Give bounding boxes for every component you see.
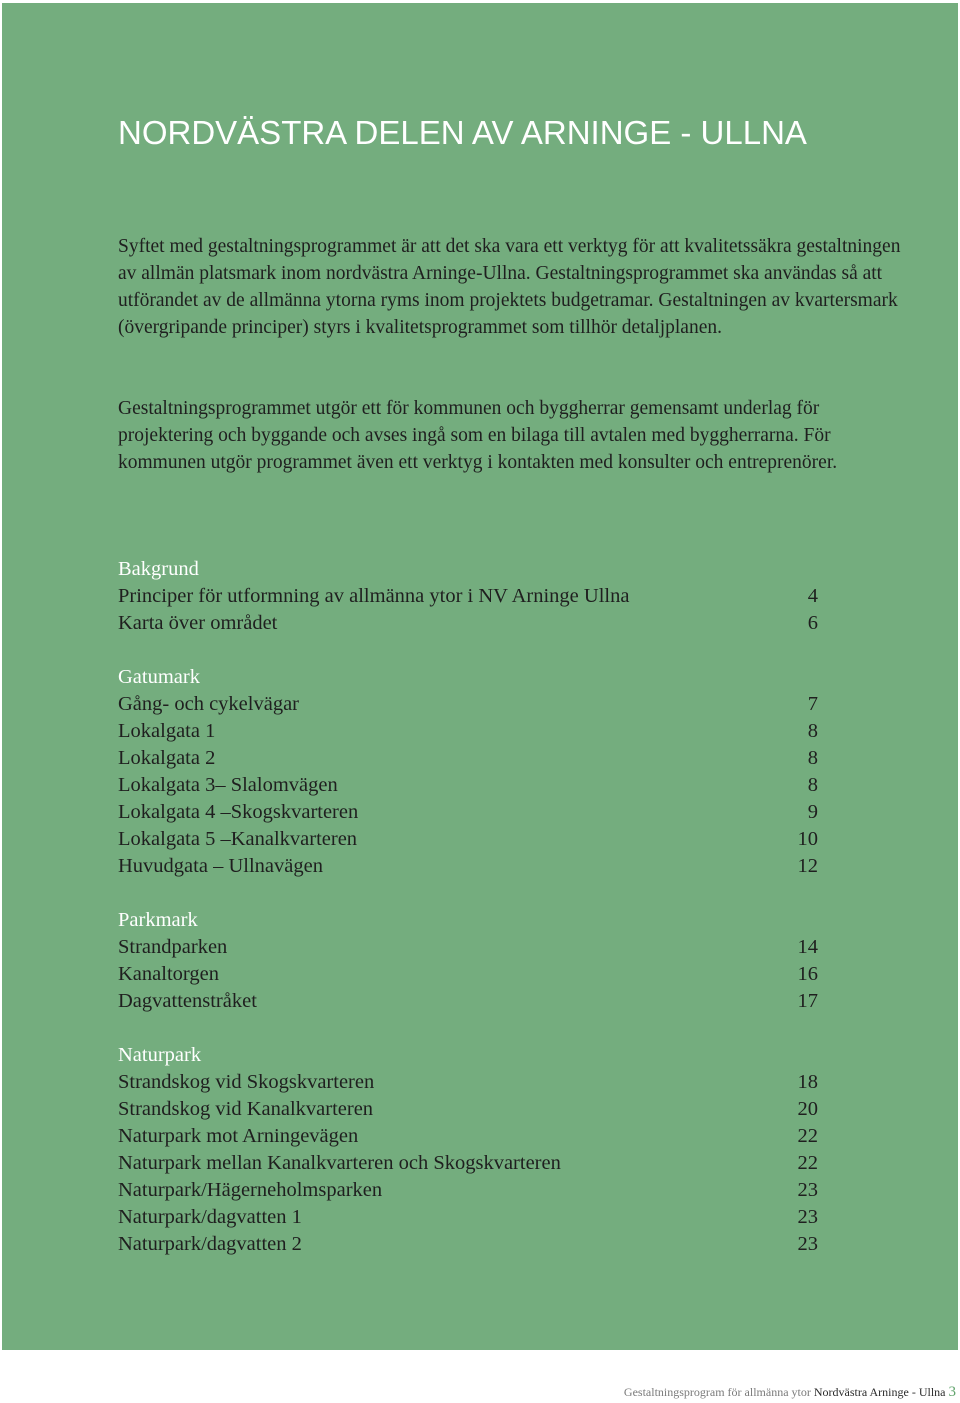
- intro-paragraph-1: Syftet med gestaltningsprogrammet är att det ska vara ett verktyg för att kvalitetssäkra gestaltningen av allmän platsmark inom nordvästra Arninge-Ullna. Gestaltningsprogrammet ska användas så att utförandet av de allmänna ytorna ryms inom projektets budgetramar. Gestaltningen av kvartersmark (övergripande principer) styrs i kvalitetsprogrammet som tillhör detaljplanen.: [118, 236, 901, 338]
- toc-entry: [118, 772, 818, 799]
- toc-entry: [118, 799, 818, 826]
- toc-entry: [118, 1231, 818, 1258]
- toc-entry-page: 4: [807, 585, 818, 607]
- toc-entry: [118, 1150, 818, 1177]
- toc-entry-label: Huvudgata – Ullnavägen: [118, 855, 323, 877]
- toc-entry-page: 20: [797, 1098, 818, 1120]
- toc-entry-label: Lokalgata 5 –Kanalkvarteren: [118, 828, 358, 850]
- toc-entry-page: 8: [807, 720, 818, 742]
- toc-section-parkmark: [118, 907, 818, 1015]
- footer-document-title: Gestaltningsprogram för allmänna ytor: [623, 1385, 811, 1399]
- green-content-panel: [2, 3, 958, 1350]
- toc-entry-page: 18: [797, 1071, 818, 1093]
- toc-entry-label: Lokalgata 4 –Skogskvarteren: [118, 801, 359, 823]
- toc-section-heading: Parkmark: [118, 909, 198, 931]
- toc-entry: [118, 1096, 818, 1123]
- toc-entry: [118, 1204, 818, 1231]
- toc-entry-label: Strandparken: [118, 936, 228, 958]
- toc-entry: [118, 853, 818, 880]
- toc-section-heading: Naturpark: [118, 1044, 202, 1066]
- toc-entry-page: 23: [797, 1179, 818, 1201]
- toc-entry-label: Lokalgata 2: [118, 747, 216, 769]
- toc-entry-page: 14: [797, 936, 818, 958]
- toc-entry-page: 17: [797, 990, 818, 1012]
- toc-entry: [118, 988, 818, 1015]
- toc-entry-label: Naturpark mellan Kanalkvarteren och Skogskvarteren: [118, 1152, 561, 1174]
- toc-entry: [118, 583, 818, 610]
- toc-entry-page: 22: [797, 1125, 818, 1147]
- toc-entry-label: Strandskog vid Kanalkvarteren: [118, 1098, 374, 1120]
- toc-entry-label: Kanaltorgen: [118, 963, 219, 985]
- page-footer: [624, 1383, 956, 1401]
- toc-entry: [118, 1177, 818, 1204]
- toc-section-gatumark: [118, 664, 818, 880]
- toc-entry: [118, 1069, 818, 1096]
- toc-entry: [118, 610, 818, 637]
- toc-entry: [118, 1123, 818, 1150]
- toc-entry: [118, 961, 818, 988]
- toc-entry-page: 9: [807, 801, 818, 823]
- toc-section-heading: Gatumark: [118, 666, 200, 688]
- toc-section-naturpark: [118, 1042, 818, 1258]
- table-of-contents: [118, 556, 818, 1285]
- toc-entry-label: Principer för utformning av allmänna ytor i NV Arninge Ullna: [118, 585, 630, 607]
- intro-paragraph-2: Gestaltningsprogrammet utgör ett för kommunen och byggherrar gemensamt underlag för projektering och byggande och avses ingå som en bilaga till avtalen med byggherrarna. För kommunen utgör programmet även ett verktyg i kontakten med konsulter och entreprenörer.: [118, 398, 838, 473]
- toc-entry-label: Naturpark mot Arningevägen: [118, 1125, 359, 1147]
- toc-entry: [118, 745, 818, 772]
- footer-place-name: Nordvästra Arninge - Ullna: [813, 1385, 946, 1399]
- toc-entry-page: 22: [797, 1152, 818, 1174]
- toc-entry-page: 16: [797, 963, 818, 985]
- toc-entry-page: 23: [797, 1233, 818, 1255]
- toc-section-bakgrund: [118, 556, 818, 637]
- toc-entry-page: 7: [807, 693, 818, 715]
- toc-entry-label: Karta över området: [118, 612, 278, 634]
- toc-entry: [118, 691, 818, 718]
- toc-entry-label: Dagvattenstråket: [118, 990, 257, 1012]
- toc-entry-label: Naturpark/dagvatten 1: [118, 1206, 302, 1228]
- toc-entry-label: Lokalgata 3– Slalomvägen: [118, 774, 338, 796]
- toc-entry-label: Strandskog vid Skogskvarteren: [118, 1071, 375, 1093]
- toc-section-heading: Bakgrund: [118, 558, 199, 580]
- toc-entry: [118, 934, 818, 961]
- toc-entry-page: 12: [797, 855, 818, 877]
- page-title: NORDVÄSTRA DELEN AV ARNINGE - ULLNA: [118, 114, 807, 151]
- toc-entry-label: Lokalgata 1: [118, 720, 216, 742]
- toc-entry-label: Naturpark/dagvatten 2: [118, 1233, 302, 1255]
- footer-page-number: 3: [948, 1384, 956, 1400]
- toc-entry-label: Naturpark/Hägerneholmsparken: [118, 1179, 383, 1201]
- toc-entry-label: Gång- och cykelvägar: [118, 693, 299, 715]
- toc-entry-page: 10: [797, 828, 818, 850]
- toc-entry-page: 8: [807, 747, 818, 769]
- toc-entry: [118, 826, 818, 853]
- toc-entry-page: 23: [797, 1206, 818, 1228]
- toc-entry: [118, 718, 818, 745]
- toc-entry-page: 8: [807, 774, 818, 796]
- toc-entry-page: 6: [807, 612, 818, 634]
